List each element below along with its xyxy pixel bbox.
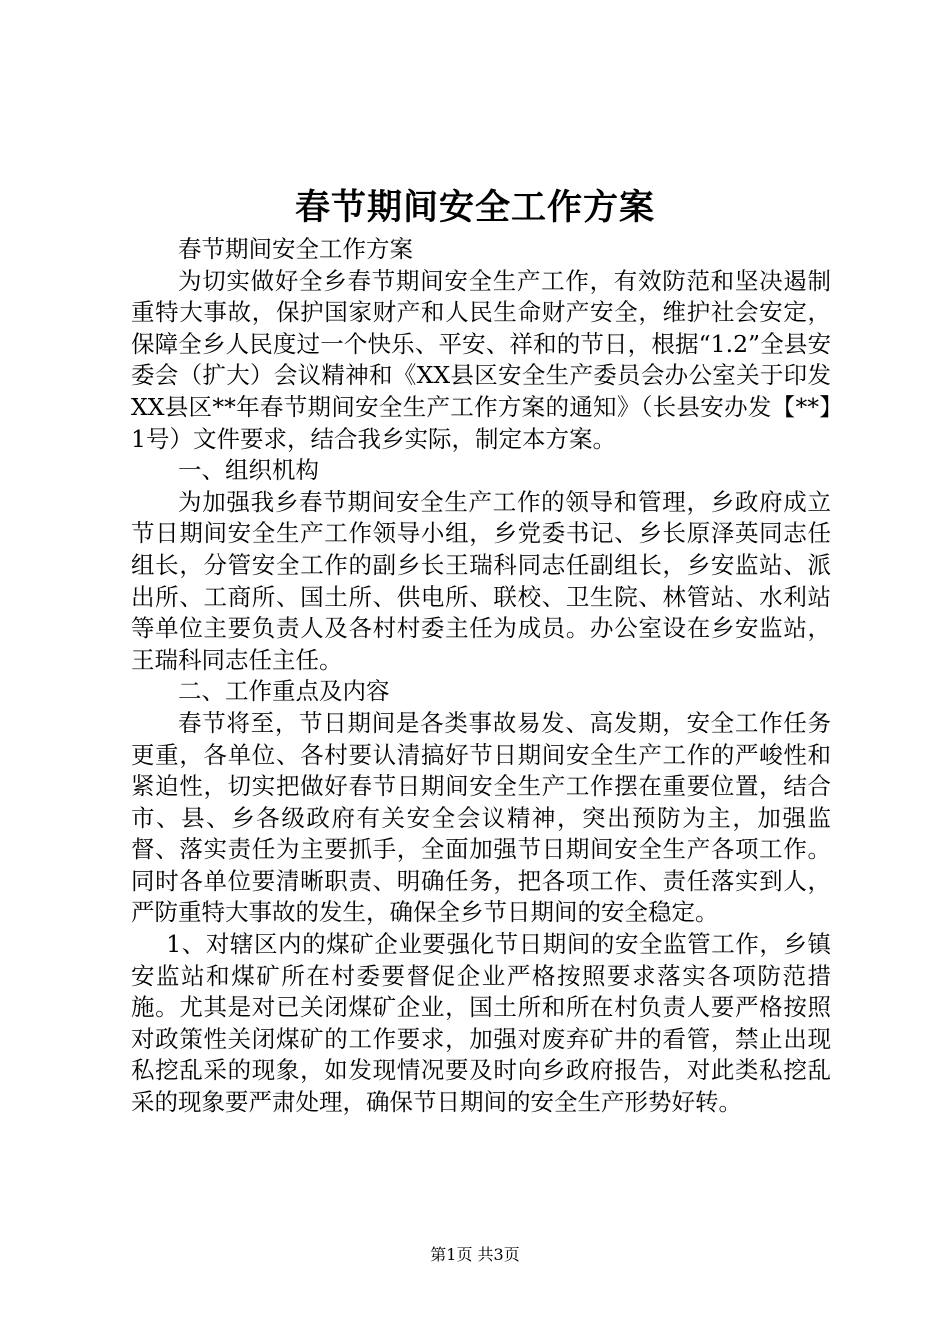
paragraph-organization: 为加强我乡春节期间安全生产工作的领导和管理，乡政府成立节日期间安全生产工作领导小组，乡党委书记、乡长原泽英同志任组长，分管安全工作的副乡长王瑞科同志任副组长，乡安监站、派出所、工商所、国土所、供电所、联校、卫生院、林管站、水利站等单位主要负责人及各村村委主任为成员。办公室设在乡安监站，王瑞科同志任主任。 <box>131 487 831 674</box>
section-heading-organization: 一、组织机构 <box>178 456 319 485</box>
page-footer: 第1页 共3页 <box>430 1245 520 1264</box>
section-heading-key-work: 二、工作重点及内容 <box>178 677 390 706</box>
paragraph-item-1: 1、对辖区内的煤矿企业要强化节日期间的安全监管工作，乡镇安监站和煤矿所在村委要督促企业严格按照要求落实各项防范措施。尤其是对已关闭煤矿企业，国土所和所在村负责人要严格按照对政策性关闭煤矿的工作要求，加强对废弃矿井的看管，禁止出现私挖乱采的现象，如发现情况要及时向乡政府报告，对此类私挖乱采的现象要严肃处理，确保节日期间的安全生产形势好转。 <box>131 930 831 1117</box>
paragraph-intro: 为切实做好全乡春节期间安全生产工作，有效防范和坚决遏制重特大事故，保护国家财产和人民生命财产安全，维护社会安定，保障全乡人民度过一个快乐、平安、祥和的节日，根据“1.2”全县安委会（扩大）会议精神和《XX县区安全生产委员会办公室关于印发XX县区**年春节期间安全生产工作方案的通知》（长县安办发【**】1号）文件要求，结合我乡实际，制定本方案。 <box>131 266 831 453</box>
document-title: 春节期间安全工作方案 <box>294 188 655 228</box>
paragraph-subtitle: 春节期间安全工作方案 <box>178 235 413 263</box>
document-body <box>131 234 831 1119</box>
paragraph-key-work: 春节将至，节日期间是各类事故易发、高发期，安全工作任务更重，各单位、各村要认清搞好节日期间安全生产工作的严峻性和紧迫性，切实把做好春节日期间安全生产工作摆在重要位置，结合市、县、乡各级政府有关安全会议精神，突出预防为主，加强监督、落实责任为主要抓手，全面加强节日期间安全生产各项工作。同时各单位要清晰职责、明确任务，把各项工作、责任落实到人，严防重特大事故的发生，确保全乡节日期间的安全稳定。 <box>131 708 831 927</box>
